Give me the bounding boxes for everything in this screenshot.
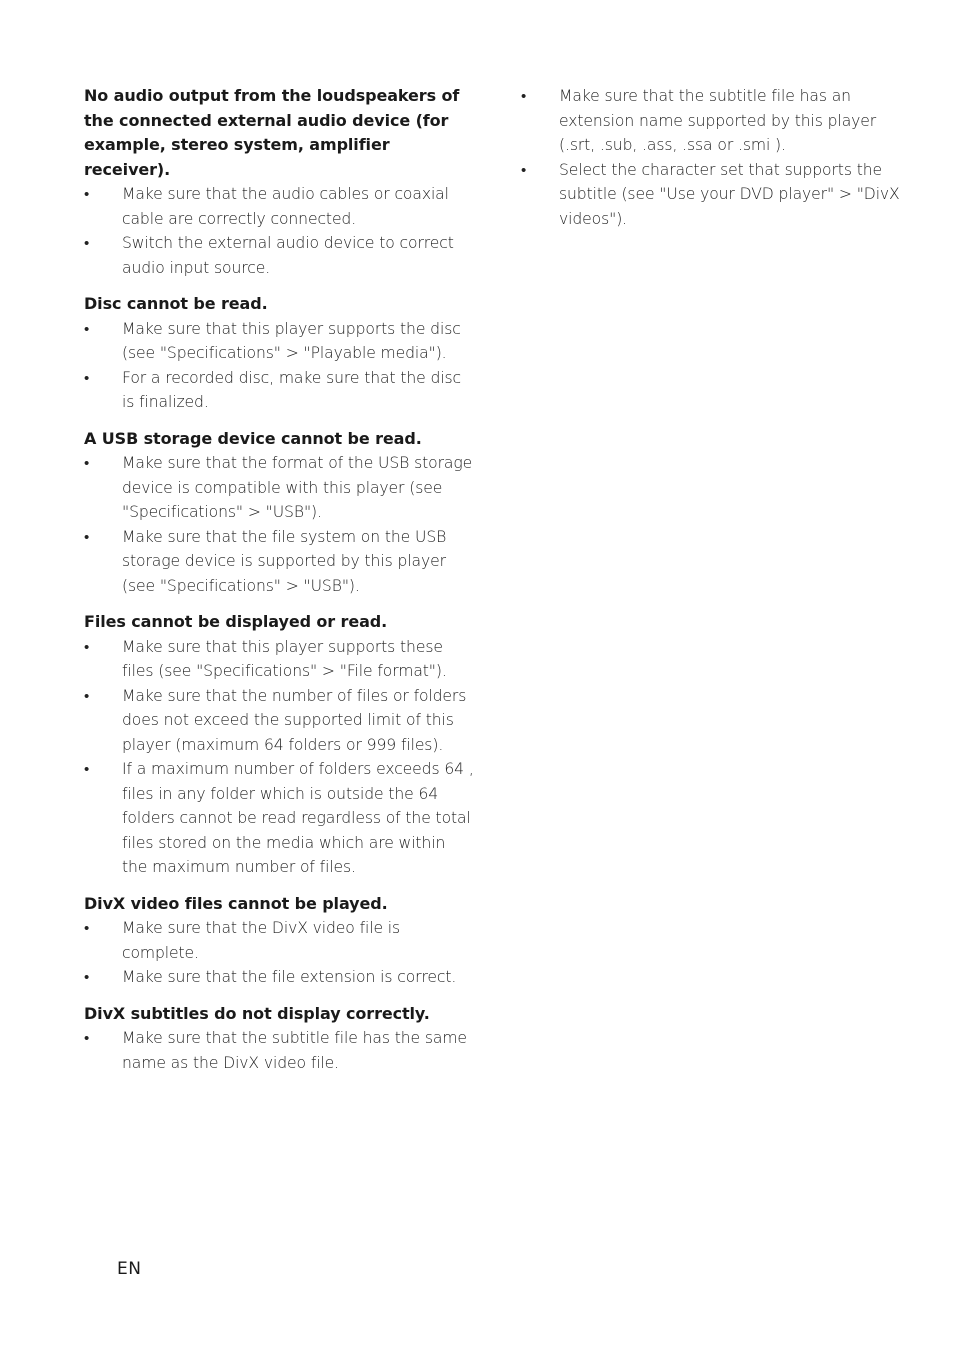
list-item <box>84 231 474 280</box>
list-item-text: Make sure that the file system on the USB storage device is supported by this player (see "Specifications" > "USB"). <box>122 527 447 595</box>
section-heading: No audio output from the loudspeakers of the connected external audio device (for example, stereo system, amplifier receiver). <box>84 86 460 179</box>
list-item-text: For a recorded disc, make sure that the disc is finalized. <box>122 368 462 411</box>
bullet-list <box>84 451 474 598</box>
list-item-text: Make sure that the subtitle file has an extension name supported by this player (.srt, .sub, .ass, .ssa or .smi ). <box>559 87 877 154</box>
list-item <box>84 525 474 599</box>
language-code: EN <box>117 1259 142 1279</box>
list-item-text: Switch the external audio device to correct audio input source. <box>122 234 454 277</box>
list-item <box>84 684 474 758</box>
list-item-text: Make sure that the subtitle file has the same name as the DivX video file. <box>122 1029 467 1072</box>
section-heading: DivX subtitles do not display correctly. <box>84 1003 430 1023</box>
list-item <box>84 317 474 366</box>
section-heading: Disc cannot be read. <box>84 294 268 313</box>
list-item-text: Make sure that this player supports the disc (see "Specifications" > "Playable media"). <box>122 319 461 362</box>
bullet-icon: • <box>84 686 90 705</box>
list-item-text: Make sure that the audio cables or coaxial cable are correctly connected. <box>122 185 449 228</box>
section-heading: A USB storage device cannot be read. <box>84 428 422 448</box>
list-item <box>84 366 474 415</box>
bullet-icon: • <box>84 760 90 778</box>
bullet-list <box>84 635 474 880</box>
bullet-list <box>84 182 474 280</box>
section-heading: Files cannot be displayed or read. <box>84 612 388 631</box>
left-column <box>84 84 474 1087</box>
bullet-list <box>84 916 474 990</box>
bullet-icon: • <box>84 1029 90 1047</box>
bullet-icon: • <box>521 160 527 179</box>
bullet-icon: • <box>84 919 90 937</box>
bullet-list <box>84 317 474 415</box>
bullet-icon: • <box>84 968 90 986</box>
section-heading: DivX video files cannot be played. <box>84 893 388 913</box>
list-item <box>84 451 474 525</box>
list-item <box>84 965 474 990</box>
right-column <box>521 84 901 231</box>
bullet-icon: • <box>84 185 90 203</box>
bullet-list <box>521 84 901 231</box>
list-item-text: Make sure that this player supports these files (see "Specifications" > "File format"). <box>122 637 447 680</box>
list-item-text: If a maximum number of folders exceeds 64 , files in any folder which is outside the 64 folders cannot be read regardless of the total files stored on the media which are within the maximum number of files. <box>122 760 474 876</box>
bullet-icon: • <box>84 319 90 338</box>
bullet-list <box>84 1026 474 1075</box>
bullet-icon: • <box>84 234 90 252</box>
bullet-icon: • <box>84 637 90 656</box>
list-item <box>521 84 901 158</box>
list-item <box>84 1026 474 1075</box>
list-item-text: Make sure that the file extension is correct. <box>122 968 457 986</box>
list-item-text: Make sure that the format of the USB storage device is compatible with this player (see "Specifications" > "USB"). <box>122 454 473 521</box>
bullet-icon: • <box>84 368 90 387</box>
section-divx-cannot-be-played <box>84 892 474 990</box>
list-item <box>84 635 474 684</box>
bullet-icon: • <box>521 87 527 105</box>
section-disc-cannot-be-read <box>84 292 474 415</box>
bullet-icon: • <box>84 527 90 546</box>
list-item <box>84 182 474 231</box>
section-divx-subtitles <box>84 1002 474 1076</box>
list-item-text: Make sure that the DivX video file is complete. <box>122 919 401 962</box>
bullet-icon: • <box>84 454 90 472</box>
section-no-audio <box>84 84 474 280</box>
section-usb-cannot-be-read <box>84 427 474 599</box>
section-files-cannot-be-read <box>84 610 474 880</box>
list-item <box>521 158 901 232</box>
list-item <box>84 916 474 965</box>
list-item-text: Select the character set that supports the subtitle (see "Use your DVD player" > "DivX videos"). <box>559 160 900 228</box>
list-item <box>84 757 474 880</box>
list-item-text: Make sure that the number of files or folders does not exceed the supported limit of this player (maximum 64 folders or 999 files). <box>122 686 467 754</box>
